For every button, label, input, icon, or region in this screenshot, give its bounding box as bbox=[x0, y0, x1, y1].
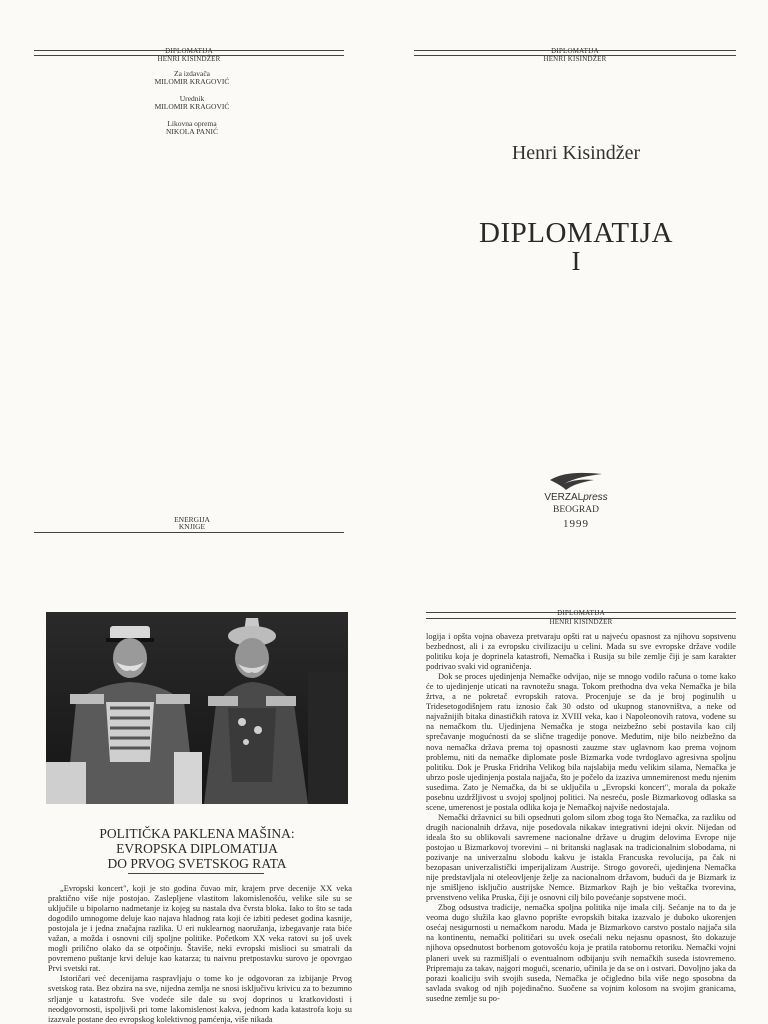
credit-role-publisher: Za izdavača bbox=[173, 69, 210, 78]
book-author: Henri Kisindžer bbox=[511, 142, 641, 164]
credit-name-editor: MILOMIR KRAGOVIĆ bbox=[154, 102, 230, 111]
credit-name-design: NIKOLA PANIĆ bbox=[165, 127, 219, 136]
running-header-title: DIPLOMATIJA bbox=[557, 609, 605, 617]
chapter-title-line-3: DO PRVOG SVETSKOG RATA bbox=[107, 856, 287, 871]
credit-name-publisher: MILOMIR KRAGOVIĆ bbox=[154, 77, 230, 86]
credit-role-design: Likovna oprema bbox=[167, 119, 217, 128]
credit-role-editor: Urednik bbox=[179, 94, 205, 103]
publisher-name: VERZALpress bbox=[544, 492, 608, 503]
paragraph: Nemački državnici su bili opsednuti golom silom zbog toga što Nemačka, za razliku od drugih nacionalnih država, nije posedovala nikakav integrativni idejni okvir. Nijedan od ideala što su oblikovali savremene nacionalne države u drugim delovima Evrope nije postojao u Bizmarkovoj tvorevini – ni britanski naglasak na tradicionalnim slobodama, ni pozivanje na univerzalnu slobodu kakvu je istakla Francuska revolucija, pa čak ni bezopasan univerzalistički imperijalizam Austrije. Strogo govoreći, ujedinjena Nemačka nije predstavljala ni oteleovljenje želje za nacionalnom državom, budući da je Bizmark iz nje smišljeno isključio austrijske Nemce. Bizmarkov Rajh je bio veštačka tvorevina, prvenstveno velika Pruska, čiji je osnovni cilj bilo povećanje sopstvene moći. bbox=[426, 812, 736, 903]
running-header-title: DIPLOMATIJA bbox=[551, 47, 599, 55]
credits-page bbox=[0, 0, 384, 560]
paragraph: Zbog odsustva tradicije, nemačka spoljna politika nije imala cilj. Sećanje na to da je veoma dugo služila kao glavno poprište evropskih bitaka izazvalo je duboko ukorenjen osećaj nesigurnosti u nemačkom narodu. Mada je Bizmarkovo carstvo postalo najjača sila na kontinentu, nemački političari su uvek osećali neku nejasnu opasnost, što dokazuje njihova opsednutost borbenom gotovošću koja je pratila ratobornu retoriku. Nemački vojni planeri uvek su razmišljali o eventualnom odbijanju svih nemačkih suseda istovremeno. Pripremaju za takav, najgori mogući, scenario, učinila je da se on i ostvari. Dovoljno jaka da porazi koaliciju svih svojih suseda, Nemačka je očigledno bila više nego sposobna da savlada svakog od njih pojedinačno. Suočene sa vojnim kolosom na svojim granicama, susedne zemlje su po- bbox=[426, 903, 736, 1003]
page-body-text bbox=[426, 632, 736, 1004]
paragraph: logija i opšta vojna obaveza pretvaraju opšti rat u najveću opasnost za njihovu sopstvenu bezbednost, ali i za evropsku civilizaciju u celini. Mada su sve evropske države vodile politiku koja je doprinela katastrofi, Nemačka i Rusija su bile zemlje čiji je sam karakter podrivao svaki vid ograničenja. bbox=[426, 632, 736, 672]
publication-year: 1999 bbox=[563, 518, 589, 530]
running-header-author: HENRI KISINDŽER bbox=[543, 55, 607, 63]
book-title: DIPLOMATIJA bbox=[479, 217, 673, 249]
historical-photo-two-emperors bbox=[46, 612, 348, 804]
paragraph: Istoričari već decenijama raspravljaju o tome ko je odgovoran za izbijanje Prvog svetskog rata. Bez obzira na sve, nijedna zemlja ne snosi isključivu krivicu za to bezumno srljanje u katastrofu. Sve vodeće sile dale su svoj doprinos u kratkovidosti i neodgovornosti, ispoljivši pri tome lakomislenost kakva, jednom kada katastrofa koju su izazvale postane deo evropskog kolektivnog pamćenja, više nikada bbox=[48, 974, 352, 1024]
chapter-title bbox=[46, 826, 348, 871]
chapter-opening-page bbox=[0, 560, 384, 1024]
chapter-title-line-2: EVROPSKA DIPLOMATIJA bbox=[116, 841, 278, 856]
volume-number: I bbox=[571, 246, 581, 276]
chapter-title-underline bbox=[128, 873, 264, 874]
chapter-body-text bbox=[48, 884, 352, 1024]
publisher-logo-icon bbox=[546, 470, 606, 492]
running-header-title: DIPLOMATIJA bbox=[165, 47, 213, 55]
paragraph: Dok se proces ujedinjenja Nemačke odvijao, nije se mnogo vodilo računa o tome kako će to ujedinjenje uticati na ravnotežu snaga. Tokom prethodna dva veka Nemačka je bila žrtva, a ne pokretač evropskih ratova. Procenjuje se da je broj poginulih u Tridesetogodišnjem ratu iznosio čak 30 odsto od ukupnog stanovništva, a neke od najvažnijih bitaka dinastičkih ratova iz XVIII veka, kao i Napoleonovih ratova, vođene su na nemačkom tlu. Ujedinjena Nemačka je stoga neizbežno sebi postavila kao cilj sprečavanje mogućnosti da se slične tragedije ponove. Međutim, nije bilo neizbežno da nova nemačka država prema toj opasnosti zauzme stav uglavnom kao prema vojnom problemu, niti da nemačke diplomate posle Bizmarka vode tvrdoglavo agresivna spoljnu politiku. Dok je Pruska Fridriha Velikog bila najslabija među velikim silama, Nemačka je ubrzo posle ujedinjenja postala najjača, što je počelo da izaziva umnemirenost među njenim susedima. Zato je Nemačka, da bi se uključila u „Evropski koncert", morala da pokaže posebnu uzdržljivost u svojoj spoljnoj politici. Na nesreću, posle Bizmarkovog odlaska sa scene, umerenost je postala odlika koja je Nemačkoj najviše nedostajala. bbox=[426, 672, 736, 812]
running-header-author: HENRI KISINDŽER bbox=[549, 618, 613, 626]
series-line-2: KNJIGE bbox=[178, 522, 206, 531]
publisher-city: BEOGRAD bbox=[553, 505, 599, 515]
paragraph: „Evropski koncert", koji je sto godina čuvao mir, krajem prve decenije XX veka praktično više nije postojao. Zaslepljene vlastitom lakomislenošću, velike sile su se uključile u bipolarno nadmetanje iz kojeg su nastala dva čvrsta bloka. Iako to što se tada dogodilo umnogome deluje kao najava hladnog rata koji će izbiti pedeset godina kasnije, postojala je i jedna značajna razlika. U eri nuklearnog naoružanja, izbegavanje rata biće važan, a možda i osnovni cilj spoljne politike. Početkom XX veka ratovi su još uvek mogli prilično olako da se otpočinju. Štaviše, neki evropski mislioci su smatrali da povremeno puštanje krvi deluje kao katarza; tu naivnu pretpostavku surovo je opovrgao Prvi svetski rat. bbox=[48, 884, 352, 974]
footer-rule bbox=[34, 532, 344, 533]
title-page bbox=[384, 0, 768, 560]
chapter-title-line-1: POLITIČKA PAKLENA MAŠINA: bbox=[99, 826, 295, 841]
series-line-1: ENERGIJA bbox=[174, 515, 210, 524]
text-page bbox=[384, 560, 768, 1024]
running-header-author: HENRI KISINDŽER bbox=[157, 55, 221, 63]
